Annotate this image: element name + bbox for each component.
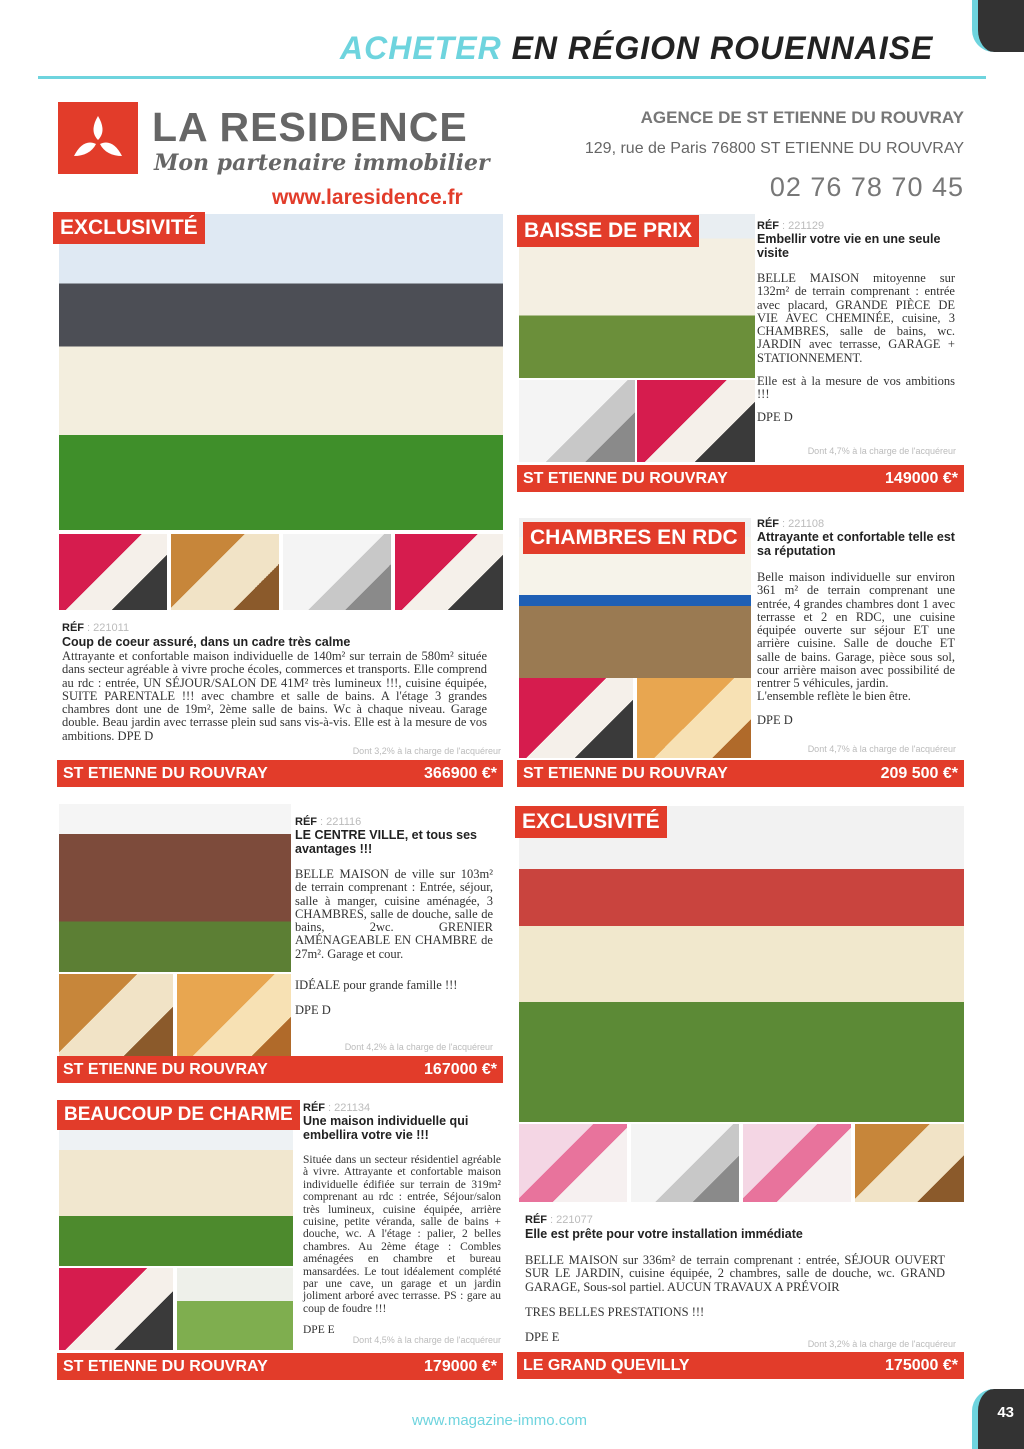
listing-fee-note: Dont 3,2% à la charge de l'acquéreur [807, 1339, 956, 1349]
listing-ref [62, 622, 129, 634]
agency-name: AGENCE DE ST ETIENNE DU ROUVRAY [640, 108, 964, 127]
ref-number: : 221129 [779, 220, 825, 232]
listing-main-photo [59, 214, 503, 530]
agency-brand-name: LA RESIDENCE [152, 104, 468, 150]
ref-label: RÉF [295, 816, 317, 828]
ref-number: : 221108 [779, 518, 825, 530]
listing-thumbnail[interactable] [519, 1124, 627, 1202]
listing-dpe: DPE E [525, 1330, 560, 1344]
listing-badge: EXCLUSIVITÉ [53, 212, 205, 244]
listing-thumbnail[interactable] [519, 380, 635, 462]
listing-price-bar [57, 1353, 503, 1380]
listing-fee-note: Dont 4,7% à la charge de l'acquéreur [807, 744, 956, 754]
listing-description-extra: IDÉALE pour grande famille !!! [295, 977, 458, 992]
listing-location: ST ETIENNE DU ROUVRAY [523, 470, 728, 487]
listing-fee-note: Dont 3,2% à la charge de l'acquéreur [352, 746, 501, 756]
listing-subtitle: Coup de coeur assuré, dans un cadre très calme [62, 635, 351, 649]
listing-subtitle: Elle est prête pour votre installation immédiate [525, 1227, 803, 1241]
listing-fee-note: Dont 4,2% à la charge de l'acquéreur [344, 1042, 493, 1052]
listing-description-main: Belle maison individuelle sur environ 361 m² de terrain comprenant une entrée, 4 grandes chambres dont 1 avec terrasse et 2 en RDC, une cuisine équipée ouverte sur séjour ET une arrière cuisine. Salle de douche ET salle de bains. Garage, pièce sous sol, cour arrière maison avec possibilité de rentrer 5 véhicules, jardin. [757, 570, 955, 690]
listing-ref [303, 1102, 370, 1114]
listing-description [757, 571, 955, 737]
ref-label: RÉF [62, 622, 84, 634]
listing-card-221116[interactable] [57, 804, 503, 1086]
listing-thumbnail[interactable] [283, 534, 391, 610]
listing-card-221108[interactable] [517, 514, 964, 788]
listing-thumbnail[interactable] [177, 974, 291, 1056]
listing-card-221129[interactable] [517, 212, 964, 494]
ref-number: : 221134 [325, 1102, 371, 1114]
listing-description-extra: Elle est à la mesure de vos ambitions !!! [757, 373, 955, 401]
listing-description-extra: L'ensemble reflète le bien être. [757, 689, 911, 704]
listing-thumbnail[interactable] [637, 678, 751, 758]
listing-dpe: DPE D [757, 410, 793, 425]
listing-badge: BAISSE DE PRIX [517, 215, 699, 247]
listing-price: 175000 €* [885, 1357, 958, 1374]
listing-ref [757, 220, 824, 232]
listing-thumbnail[interactable] [631, 1124, 739, 1202]
listing-price-bar [517, 760, 964, 787]
listing-description: Attrayante et confortable maison individuelle de 140m² sur terrain de 580m² située dans secteur agréable à vivre proche écoles, commerces et transports. Elle comprend au rdc : entrée, UN SÉJOUR/SALON DE 41M² très lumineux !!!, cuisine équipée, SUITE PARENTALE !!! avec chambre et salle de bains. A l'étage 3 grandes chambres dont une de 19m², 2ème salle de bains. Wc à chaque niveau. Garage double. Beau jardin avec terrasse plein sud sans vis-à-vis. Elle est à la mesure de vos ambitions. DPE D [62, 649, 487, 743]
listing-subtitle: Attrayante et confortable telle est sa réputation [757, 530, 955, 558]
listing-subtitle: Embellir votre vie en une seule visite [757, 232, 941, 260]
listing-badge: EXCLUSIVITÉ [515, 806, 667, 838]
listing-price-bar [57, 1056, 503, 1083]
listing-description-main: BELLE MAISON sur 336m² de terrain comprenant : entrée, SÉJOUR OUVERT SUR LE JARDIN, cuisine équipée, 2 chambres, salle de douche, wc. GRAND GARAGE, Sous-sol partiel. AUCUN TRAVAUX A PRÉVOIR [525, 1253, 945, 1294]
listing-price: 167000 €* [424, 1061, 497, 1078]
header-divider [38, 76, 986, 79]
listing-description-main: Située dans un secteur résidentiel agréable à vivre. Attrayante et confortable maison individuelle édifiée sur terrain de 319m² comprenant au rdc : entrée, Séjour/salon très lumineux, cuisine équipée, arrière cuisine, petite véranda, salle de bains + douche, wc. A l'étage : palier, 2 belles chambres. Au 2ème étage : Combles aménagées en chambre et bureau mansardées. Le tout idéalement complété par une cave, un garage et un jardin joliment arboré avec terrasse. PS : gare au coup de foudre !!! [303, 1154, 501, 1315]
agency-phone[interactable]: 02 76 78 70 45 [769, 172, 964, 202]
listing-dpe: DPE E [303, 1324, 335, 1336]
listing-location: ST ETIENNE DU ROUVRAY [63, 1358, 268, 1375]
page-number-tab [972, 1389, 1024, 1449]
ref-label: RÉF [757, 220, 779, 232]
listing-card-221077[interactable] [517, 804, 964, 1380]
page-title-highlight: ACHETER [340, 30, 502, 66]
listing-thumbnail[interactable] [519, 678, 633, 758]
listing-dpe: DPE D [295, 1003, 331, 1017]
listing-card-221134[interactable] [57, 1098, 503, 1380]
listing-description [757, 272, 955, 435]
listing-location: ST ETIENNE DU ROUVRAY [63, 765, 268, 782]
agency-address: 129, rue de Paris 76800 ST ETIENNE DU ROUVRAY [584, 140, 964, 157]
listing-badge: CHAMBRES EN RDC [523, 522, 745, 554]
ref-number: : 221077 [547, 1214, 593, 1226]
listing-description [303, 1154, 501, 1315]
listing-price-bar [517, 1352, 964, 1379]
ref-number: : 221116 [317, 816, 362, 828]
listing-thumbnail[interactable] [177, 1268, 293, 1350]
agency-logo [58, 102, 138, 174]
listing-main-photo [519, 806, 964, 1122]
listing-price: 179000 €* [424, 1358, 497, 1375]
listing-thumbnail[interactable] [637, 380, 755, 462]
listing-description-main: BELLE MAISON de ville sur 103m² de terrain comprenant : Entrée, séjour, salle à manger, cuisine aménagée, 3 CHAMBRES, salle de douche, salle de bains, 2wc. GRENIER AMÉNAGEABLE EN CHAMBRE de 27m². Garage et cour. [295, 867, 493, 961]
listing-thumbnail[interactable] [395, 534, 503, 610]
page-title [340, 30, 933, 67]
listing-thumbnail[interactable] [171, 534, 279, 610]
listing-ref [757, 518, 824, 530]
listing-card-221011[interactable] [57, 212, 503, 788]
ref-label: RÉF [525, 1214, 547, 1226]
listing-price: 149000 €* [885, 470, 958, 487]
listing-price-bar [517, 465, 964, 492]
page-corner-decoration [972, 0, 1024, 52]
page-number: 43 [997, 1404, 1014, 1421]
listing-fee-note: Dont 4,5% à la charge de l'acquéreur [352, 1335, 501, 1345]
footer-website-link[interactable]: www.magazine-immo.com [412, 1412, 588, 1429]
ref-label: RÉF [303, 1102, 325, 1114]
listing-fee-note: Dont 4,7% à la charge de l'acquéreur [807, 446, 956, 456]
ref-number: : 221011 [84, 622, 130, 634]
listing-dpe: DPE D [757, 712, 793, 727]
listing-ref [525, 1214, 593, 1226]
listing-subtitle: Une maison individuelle qui embellira votre vie !!! [303, 1114, 469, 1142]
page-title-rest: EN RÉGION ROUENNAISE [511, 30, 934, 66]
ref-label: RÉF [757, 518, 779, 530]
listing-price: 366900 €* [424, 765, 497, 782]
listing-description-extra: TRES BELLES PRESTATIONS !!! [525, 1304, 705, 1319]
agency-tagline: Mon partenaire immobilier [154, 150, 490, 176]
listing-description [295, 868, 493, 1027]
listing-location: ST ETIENNE DU ROUVRAY [63, 1061, 268, 1078]
listing-subtitle: LE CENTRE VILLE, et tous ses avantages !!! [295, 828, 477, 856]
listing-price: 209 500 €* [880, 765, 958, 782]
listing-location: LE GRAND QUEVILLY [523, 1357, 690, 1374]
agency-website-link[interactable]: www.laresidence.fr [272, 186, 463, 209]
listing-thumbnail[interactable] [59, 534, 167, 610]
listing-main-photo [59, 804, 291, 972]
listing-description-main: BELLE MAISON mitoyenne sur 132m² de terrain comprenant : entrée avec placard, GRANDE PIÈCE DE VIE AVEC CHEMINÉE, cuisine, 3 CHAMBRES, salle de bains, wc. JARDIN avec terrasse, GARAGE + STATIONNEMENT. [757, 271, 955, 365]
listing-ref [295, 816, 361, 828]
listing-location: ST ETIENNE DU ROUVRAY [523, 765, 728, 782]
listing-badge: BEAUCOUP DE CHARME [57, 1100, 300, 1130]
listing-thumbnail[interactable] [743, 1124, 851, 1202]
listing-thumbnail[interactable] [855, 1124, 964, 1202]
listing-price-bar [57, 760, 503, 787]
listing-thumbnail[interactable] [59, 1268, 173, 1350]
listing-thumbnail[interactable] [59, 974, 173, 1056]
logo-trefoil-icon [70, 112, 126, 164]
